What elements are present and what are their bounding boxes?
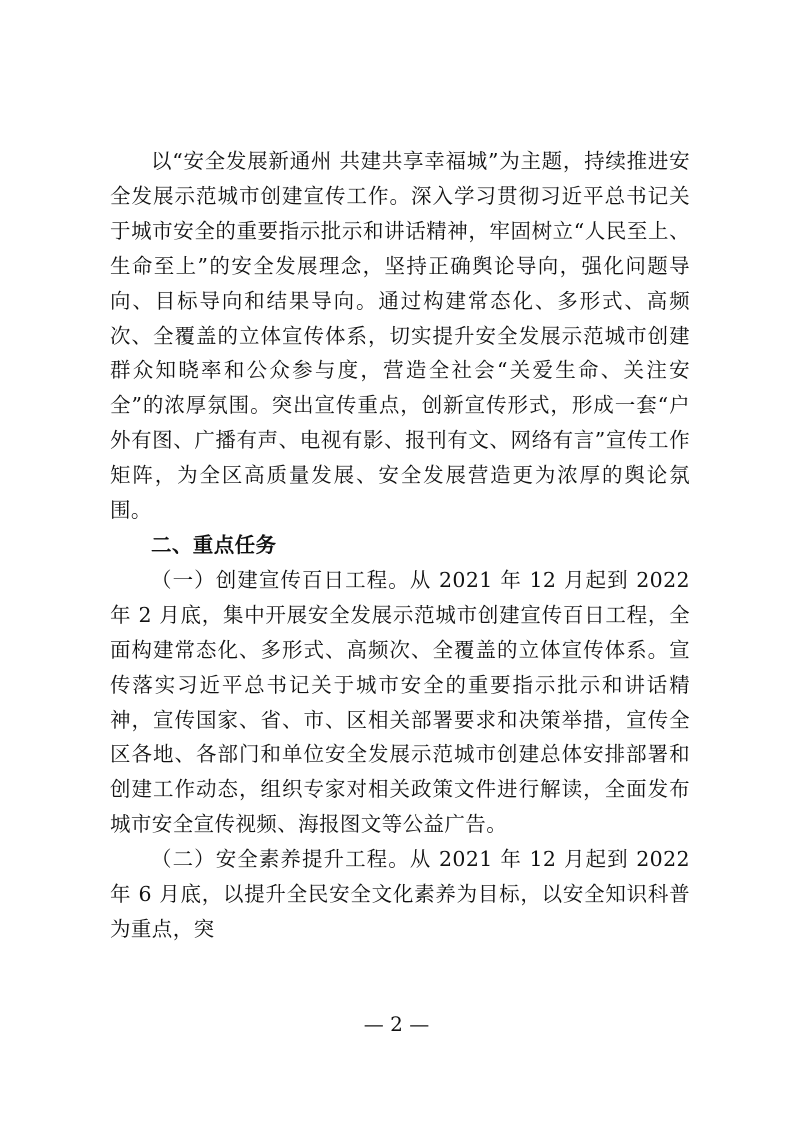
- intro-paragraph: 以“安全发展新通州 共建共享幸福城”为主题，持续推进安全发展示范城市创建宣传工作。深入学习贯彻习近平总书记关于城市安全的重要指示批示和讲话精神，牢固树立“人民至上、生命至上”的安全发展理念，坚持正确舆论导向，强化问题导向、目标导向和结果导向。通过构建常态化、多形式、高频次、全覆盖的立体宣传体系，切实提升安全发展示范城市创建群众知晓率和公众参与度，营造全社会“关爱生命、关注安全”的浓厚氛围。突出宣传重点，创新宣传形式，形成一套“户外有图、广播有声、电视有影、报刊有文、网络有言”宣传工作矩阵，为全区高质量发展、安全发展营造更为浓厚的舆论氛围。: [110, 149, 690, 523]
- task-item-1: （一）创建宣传百日工程。从 2021 年 12 月起到 2022 年 2 月底，集中开展安全发展示范城市创建宣传百日工程，全面构建常态化、多形式、高频次、全覆盖的立体宣传体系。宣传落实习近平总书记关于城市安全的重要指示批示和讲话精神，宣传国家、省、市、区相关部署要求和决策举措，宣传全区各地、各部门和单位安全发展示范城市创建总体安排部署和创建工作动态，组织专家对相关政策文件进行解读，全面发布城市安全宣传视频、海报图文等公益广告。: [110, 567, 690, 837]
- document-body: [110, 144, 690, 947]
- page-number: — 2 —: [363, 1012, 430, 1036]
- task-item-2: （二）安全素养提升工程。从 2021 年 12 月起到 2022 年 6 月底，以提升全民安全文化素养为目标，以安全知识科普为重点，突: [110, 847, 690, 941]
- section-heading-key-tasks: 二、重点任务: [151, 532, 277, 557]
